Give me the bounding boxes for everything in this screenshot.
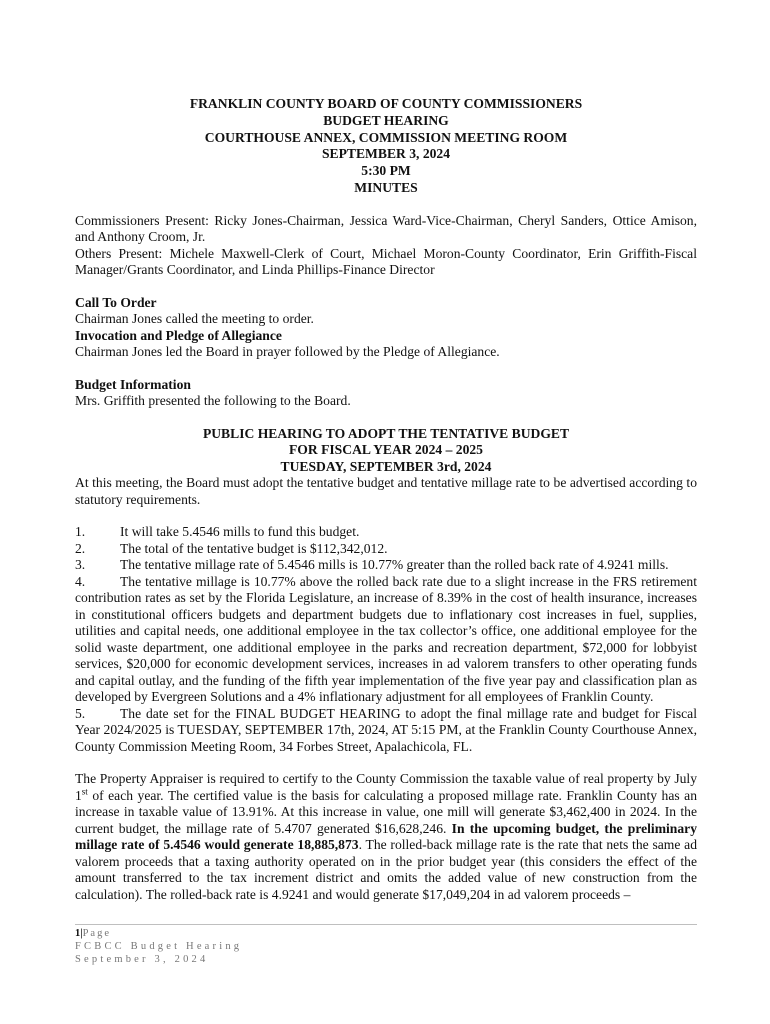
appraiser-text-3: . The rolled-back millage rate is the rate that nets the same ad valorem proceeds that a taxing authority operated on in the prior budget year (this considers the effect of the amount transferred to the tax increment district and omits the added value of new construction from the calculation). The rolled-back rate is 4.9241 and would generate $17,049,204 in ad valorem proceeds – bbox=[75, 837, 697, 902]
list-item-text: The total of the tentative budget is $112,342,012. bbox=[120, 540, 388, 556]
page-separator: | bbox=[80, 928, 83, 939]
header-line-5: 5:30 PM bbox=[361, 163, 411, 179]
call-to-order-text: Chairman Jones called the meeting to order. bbox=[75, 311, 314, 327]
hearing-intro: At this meeting, the Board must adopt the tentative budget and tentative millage rate to be advertised according to statutory requirements. bbox=[75, 475, 697, 507]
hearing-title-line-2: FOR FISCAL YEAR 2024 – 2025 bbox=[289, 442, 483, 458]
document-header bbox=[75, 96, 697, 197]
appraiser-superscript: st bbox=[81, 786, 88, 797]
commissioners-present: Commissioners Present: Ricky Jones-Chairman, Jessica Ward-Vice-Chairman, Cheryl Sanders, Ottice Amison, and Anthony Croom, Jr. bbox=[75, 212, 697, 245]
hearing-title-line-1: PUBLIC HEARING TO ADOPT THE TENTATIVE BUDGET bbox=[202, 425, 570, 441]
document-page bbox=[75, 96, 697, 903]
list-item-text: The tentative millage rate of 5.4546 mills is 10.77% greater than the rolled back rate of 4.9241 mills. bbox=[120, 557, 669, 573]
header-line-1: FRANKLIN COUNTY BOARD OF COUNTY COMMISSIONERS bbox=[189, 96, 583, 111]
list-item bbox=[75, 706, 697, 756]
list-item bbox=[75, 574, 697, 706]
list-item-number: 4. bbox=[75, 573, 86, 589]
list-item-number: 2. bbox=[75, 540, 86, 556]
property-appraiser-paragraph bbox=[75, 771, 697, 903]
list-item-number: 5. bbox=[75, 705, 86, 721]
list-item-number: 1. bbox=[75, 524, 86, 540]
others-present: Others Present: Michele Maxwell-Clerk of Court, Michael Moron-County Coordinator, Erin Griffith-Fiscal Manager/Grants Coordinator, and Linda Phillips-Finance Director bbox=[75, 245, 697, 278]
list-item bbox=[75, 541, 697, 558]
appraiser-bold-text: In the upcoming budget, the preliminary millage rate of 5.4546 would generate 18,885,873 bbox=[75, 820, 697, 853]
numbered-list bbox=[75, 524, 697, 755]
list-item-text: The date set for the FINAL BUDGET HEARING to adopt the final millage rate and budget for Fiscal Year 2024/2025 is TUESDAY, SEPTEMBER 17th, 2024, AT 5:15 PM, at the Franklin County Courthouse Annex, County Commission Meeting Room, 34 Forbes Street, Apalachicola, FL. bbox=[75, 705, 697, 754]
footer-date: September 3, 2024 bbox=[75, 954, 209, 965]
page-number: 1 bbox=[75, 928, 81, 939]
header-line-4: SEPTEMBER 3, 2024 bbox=[321, 146, 451, 162]
invocation-heading: Invocation and Pledge of Allegiance bbox=[75, 327, 282, 343]
list-item bbox=[75, 524, 697, 541]
appraiser-text-2: of each year. The certified value is the basis for calculating a proposed millage rate. Franklin County has an increase in taxable value of 13.91%. At this increase in value, one mill will generate $3,462,400 in 2024. In the current budget, the millage rate of 5.4707 generated $16,628,246. bbox=[75, 787, 697, 836]
budget-info-text: Mrs. Griffith presented the following to the Board. bbox=[75, 393, 351, 409]
footer-title: FCBCC Budget Hearing bbox=[75, 941, 243, 952]
header-line-3: COURTHOUSE ANNEX, COMMISSION MEETING ROOM bbox=[204, 129, 568, 145]
header-line-6: MINUTES bbox=[354, 179, 418, 195]
list-item-text: It will take 5.4546 mills to fund this budget. bbox=[120, 524, 360, 540]
budget-info-heading: Budget Information bbox=[75, 376, 191, 392]
list-item-number: 3. bbox=[75, 557, 86, 573]
footer-divider bbox=[75, 924, 697, 925]
appraiser-text-1: The Property Appraiser is required to certify to the County Commission the taxable value of real property by July 1 bbox=[75, 771, 697, 803]
list-item bbox=[75, 557, 697, 574]
footer-page-line bbox=[75, 927, 697, 940]
invocation-text: Chairman Jones led the Board in prayer followed by the Pledge of Allegiance. bbox=[75, 344, 500, 360]
call-to-order-heading: Call To Order bbox=[75, 294, 157, 310]
hearing-title bbox=[75, 426, 697, 476]
page-footer bbox=[75, 924, 697, 966]
page-label: Page bbox=[82, 928, 111, 939]
list-item-text: The tentative millage is 10.77% above the rolled back rate due to a slight increase in the FRS retirement contribution rates as set by the Florida Legislature, an increase of 8.39% in the cost of health insurance, increases in constitutional officers budgets and department budgets due to inflationary cost increases in fuel, supplies, utilities and capital needs, one additional employee in the tax collector’s office, one additional employee for the solid waste department, one additional employee in the parks and recreation department, $72,000 for lobbyist services, $20,000 for economic development services, increases in ad valorem transfers to other operating funds and capital outlay, and the funding of the fifth year implementation of the five year pay and classification plan as developed by Evergreen Solutions and a 4% inflationary adjustment for all employees of Franklin County. bbox=[75, 573, 697, 705]
header-line-2: BUDGET HEARING bbox=[323, 112, 449, 128]
hearing-title-line-3: TUESDAY, SEPTEMBER 3rd, 2024 bbox=[280, 458, 492, 474]
